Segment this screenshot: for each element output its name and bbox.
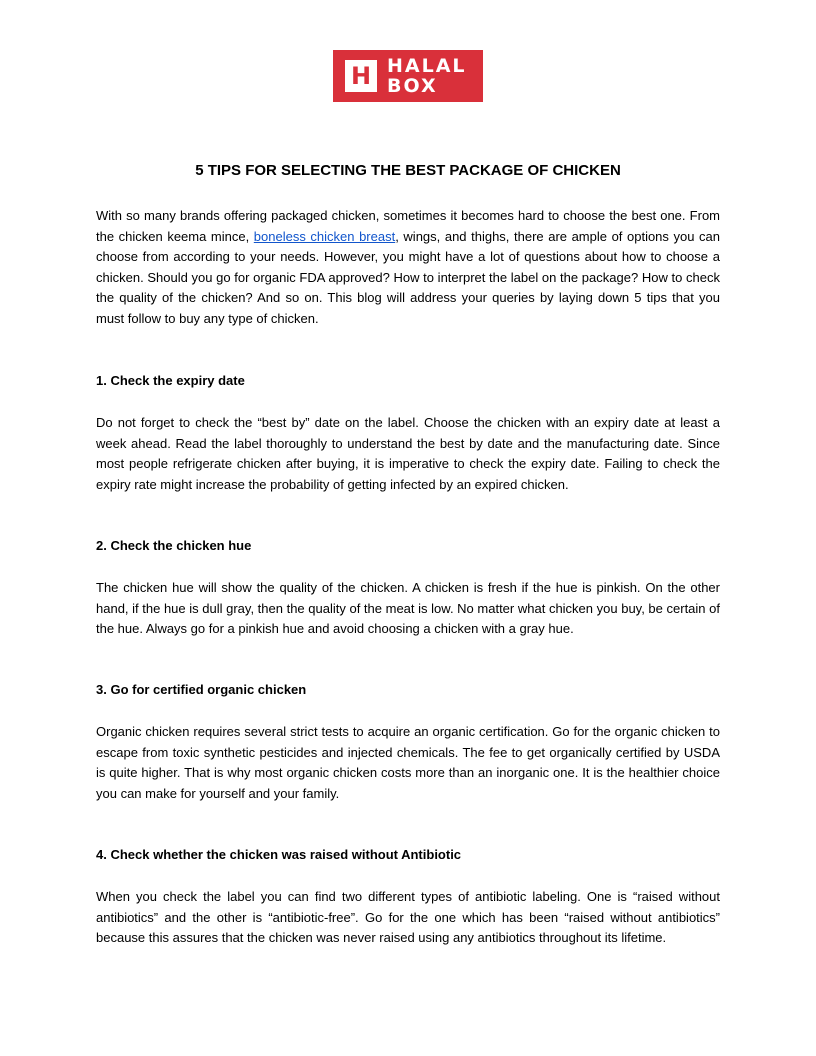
tip-2-body: The chicken hue will show the quality of the chicken. A chicken is fresh if the hue is pinkish. On the other hand, if the hue is dull gray, then the quality of the meat is low. No matter what chicken you buy, be certain of the hue. Always go for a pinkish hue and avoid choosing a chicken with a gray hue.	[96, 580, 720, 637]
logo-line-1: HALAL	[387, 55, 467, 77]
logo-wordmark	[387, 56, 467, 96]
tip-1-body: Do not forget to check the “best by” date on the label. Choose the chicken with an expiry date at least a week ahead. Read the label thoroughly to understand the best by date and the manufacturing date. Since most people refrigerate chicken after buying, it is imperative to check the expiry date. Failing to check the expiry rate might increase the probability of getting infected by an expired chicken.	[96, 415, 720, 492]
tip-4-heading: 4. Check whether the chicken was raised without Antibiotic	[96, 847, 462, 862]
page-title: 5 TIPS FOR SELECTING THE BEST PACKAGE OF CHICKEN	[195, 162, 621, 179]
tip-3-heading: 3. Go for certified organic chicken	[96, 682, 307, 697]
logo-line-2: BOX	[387, 75, 438, 97]
tip-3-body: Organic chicken requires several strict tests to acquire an organic certification. Go for the organic chicken to escape from toxic synthetic pesticides and injected chemicals. The fee to get organically certified by USDA is quite higher. That is why most organic chicken costs more than an inorganic one. It is the healthier choice you can make for yourself and your family.	[96, 724, 720, 801]
intro-paragraph	[96, 206, 720, 330]
boneless-chicken-breast-link[interactable]: boneless chicken breast	[253, 228, 396, 244]
logo-mark-letter: H	[350, 62, 372, 90]
intro-text-start: With so many brands offering packaged chicken, sometimes it becomes hard to choose the best one. From the chicken keema mince,	[96, 208, 720, 244]
logo-mark	[345, 60, 377, 92]
intro-text-end: , wings, and thighs, there are ample of options you can choose from according to your needs. However, you might have a lot of questions about how to choose a chicken. Should you go for organic FDA approved? How to interpret the label on the package? How to check the quality of the chicken? And so on. This blog will address your queries by laying down 5 tips that you must follow to buy any type of chicken.	[96, 228, 720, 326]
tip-2-heading: 2. Check the chicken hue	[96, 538, 252, 553]
halal-box-logo	[333, 50, 483, 102]
tip-4-body: When you check the label you can find two different types of antibiotic labeling. One is “raised without antibiotics” and the other is “antibiotic-free”. Go for the one which has been “raised without antibiotics” because this assures that the chicken was never raised using any antibiotics throughout its lifetime.	[96, 889, 720, 946]
tip-1-heading: 1. Check the expiry date	[96, 373, 245, 388]
